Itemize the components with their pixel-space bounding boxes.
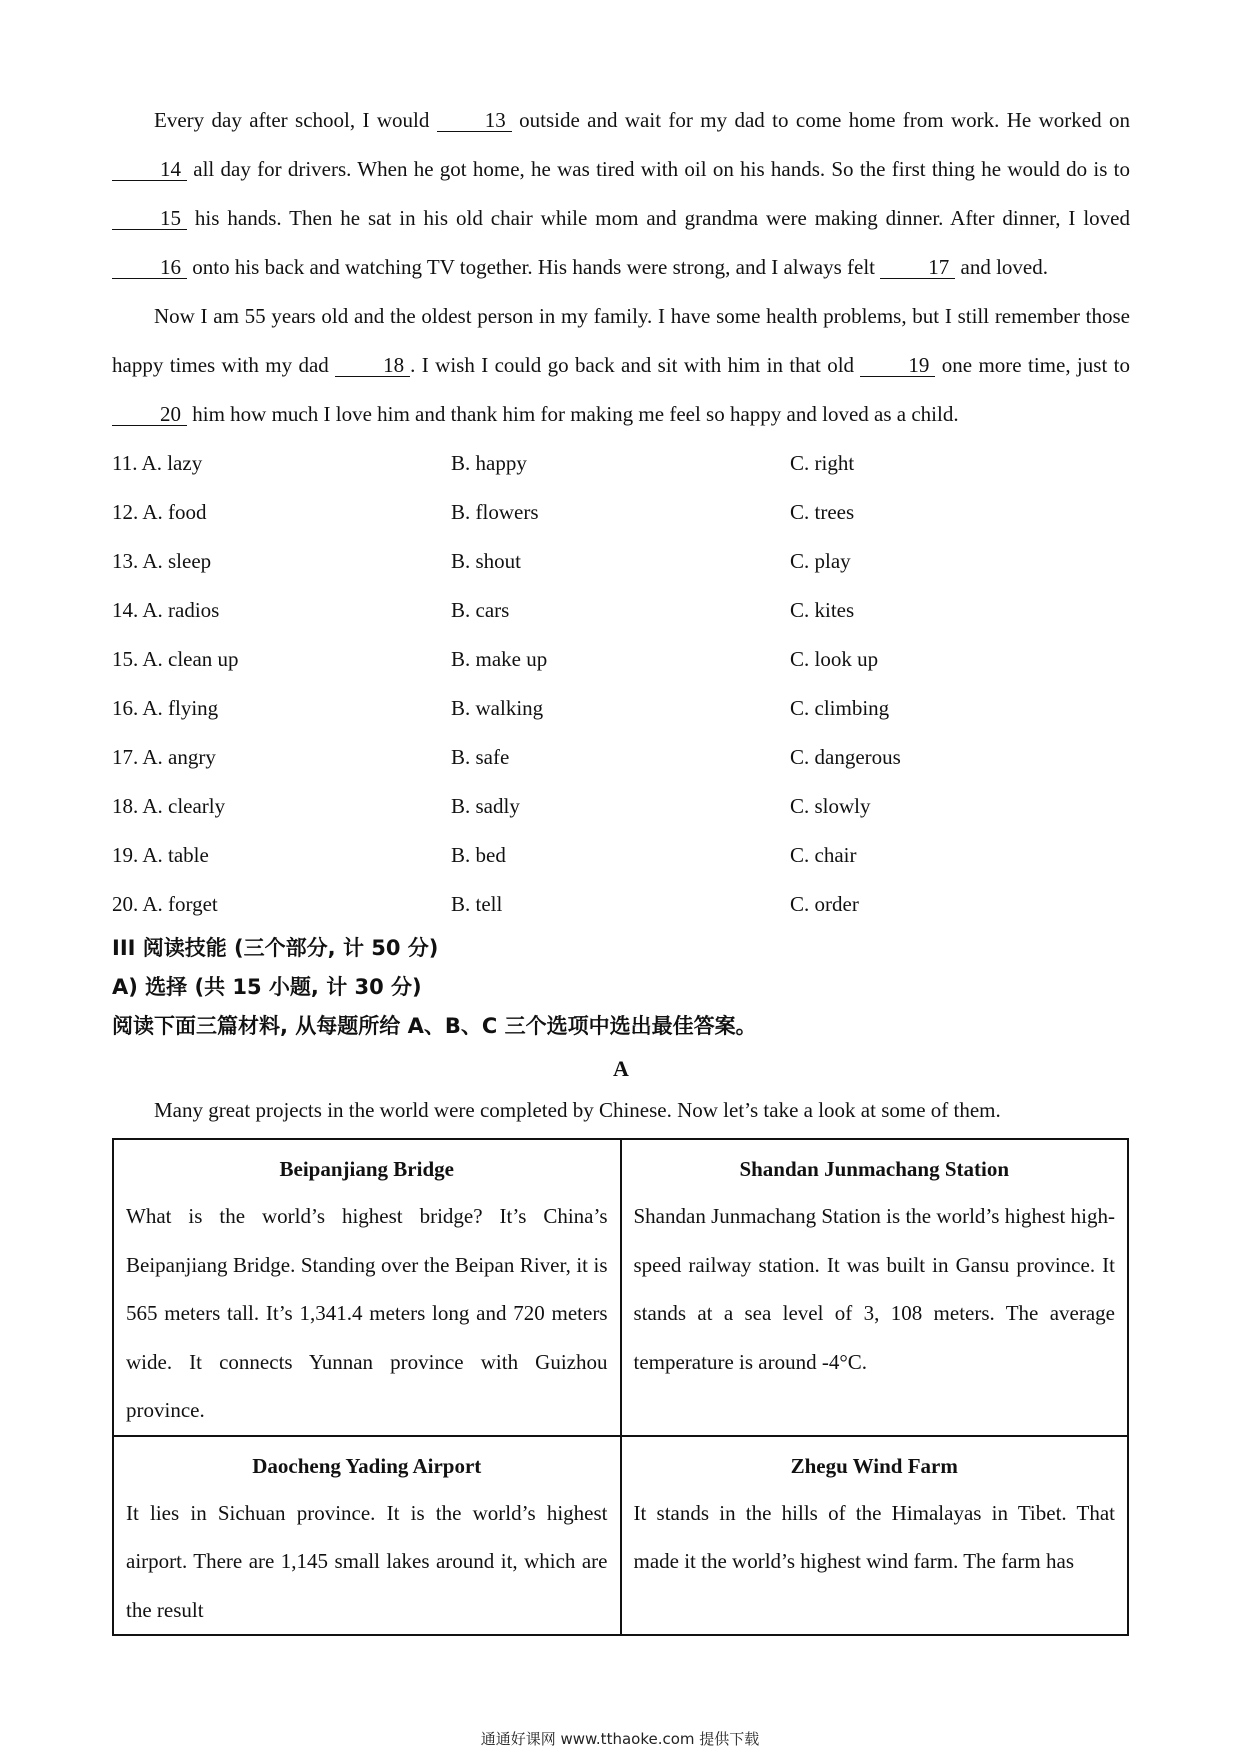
cell-body: Shandan Junmachang Station is the world’s highest high-speed railway station. It was built in Gansu province. It stands at a sea level of 3, 108 meters. The average temperature is around -4°C.	[633, 1204, 1115, 1374]
section-title: III 阅读技能 (三个部分, 计 50 分)	[112, 936, 439, 960]
option-row-17	[112, 733, 1130, 782]
cell-title: Beipanjiang Bridge	[279, 1157, 454, 1181]
option-c: C. dangerous	[790, 745, 901, 769]
option-row-16	[112, 684, 1130, 733]
option-c: C. slowly	[790, 794, 871, 818]
option-c: C. play	[790, 549, 851, 573]
option-b: B. tell	[451, 892, 503, 916]
option-c: C. trees	[790, 500, 855, 524]
blank-20: 20	[112, 403, 187, 426]
option-c: C. climbing	[790, 696, 890, 720]
option-row-18	[112, 782, 1130, 831]
blank-18: 18	[335, 354, 410, 377]
option-row-12	[112, 488, 1130, 537]
passage-text: one more time, just to	[935, 353, 1130, 377]
blank-13: 13	[437, 109, 512, 132]
blank-14: 14	[112, 158, 187, 181]
passage-text: him how much I love him and thank him for making me feel so happy and loved as a child.	[187, 402, 959, 426]
passage-text: his hands. Then he sat in his old chair while mom and grandma were making dinner. After dinner, I loved	[187, 206, 1130, 230]
option-a: 12. A. food	[112, 500, 207, 524]
passage-text: outside and wait for my dad to come home from work. He worked on	[511, 108, 1130, 132]
cell-body: It stands in the hills of the Himalayas in Tibet. That made it the world’s highest wind farm. The farm has	[633, 1500, 1115, 1573]
option-a: 11. A. lazy	[112, 451, 203, 475]
option-b: B. shout	[451, 549, 522, 573]
option-row-19	[112, 831, 1130, 880]
cell-body: It lies in Sichuan province. It is the world’s highest airport. There are 1,145 small lakes around it, which are the result	[126, 1500, 608, 1622]
passage-text: . I wish I could go back and sit with him in that old	[410, 353, 861, 377]
option-b: B. happy	[451, 451, 527, 475]
blank-19: 19	[860, 354, 935, 377]
table-cell	[113, 1436, 621, 1636]
table-cell	[113, 1139, 621, 1436]
cell-title: Shandan Junmachang Station	[739, 1157, 1010, 1181]
projects-table	[112, 1138, 1129, 1636]
passage-text: and loved.	[955, 255, 1048, 279]
option-b: B. flowers	[451, 500, 539, 524]
option-c: C. look up	[790, 647, 879, 671]
passage-text: Every day after school, I would	[154, 108, 437, 132]
option-row-13	[112, 537, 1130, 586]
option-b: B. walking	[451, 696, 544, 720]
option-a: 13. A. sleep	[112, 549, 212, 573]
option-a: 15. A. clean up	[112, 647, 239, 671]
passage-paragraph-1	[112, 96, 1130, 292]
option-a: 16. A. flying	[112, 696, 219, 720]
option-b: B. make up	[451, 647, 548, 671]
passage-text: Now I am 55 years old and the oldest person in my family. I have some health problems, but I still remember those happy times with my dad	[112, 304, 1130, 377]
document-page	[112, 96, 1130, 1636]
passage-text: onto his back and watching TV together. His hands were strong, and I always felt	[187, 255, 881, 279]
passage-paragraph-2	[112, 292, 1130, 439]
table-row	[113, 1139, 1128, 1436]
passage-letter: A	[613, 1056, 629, 1081]
blank-16: 16	[112, 256, 187, 279]
section-subtitle: A) 选择 (共 15 小题, 计 30 分)	[112, 975, 422, 999]
cell-title: Zhegu Wind Farm	[790, 1453, 958, 1478]
table-cell	[621, 1139, 1129, 1436]
option-row-20	[112, 880, 1130, 929]
passage-text: all day for drivers. When he got home, he was tired with oil on his hands. So the first thing he would do is to	[187, 157, 1130, 181]
section-instruction: 阅读下面三篇材料, 从每题所给 A、B、C 三个选项中选出最佳答案。	[112, 1014, 757, 1038]
table-cell	[621, 1436, 1129, 1636]
option-c: C. right	[790, 451, 855, 475]
option-row-15	[112, 635, 1130, 684]
cell-title: Daocheng Yading Airport	[252, 1453, 482, 1478]
option-c: C. kites	[790, 598, 855, 622]
option-c: C. chair	[790, 843, 857, 867]
option-row-11	[112, 439, 1130, 488]
option-a: 19. A. table	[112, 843, 209, 867]
option-c: C. order	[790, 892, 859, 916]
option-b: B. safe	[451, 745, 510, 769]
option-a: 20. A. forget	[112, 892, 218, 916]
page-footer: 通通好课网 www.tthaoke.com 提供下载	[480, 1730, 760, 1748]
table-row	[113, 1436, 1128, 1636]
option-b: B. sadly	[451, 794, 520, 818]
option-a: 18. A. clearly	[112, 794, 226, 818]
option-row-14	[112, 586, 1130, 635]
option-a: 17. A. angry	[112, 745, 216, 769]
option-b: B. cars	[451, 598, 510, 622]
option-b: B. bed	[451, 843, 506, 867]
passage-intro: Many great projects in the world were completed by Chinese. Now let’s take a look at some of them.	[154, 1098, 1001, 1122]
blank-15: 15	[112, 207, 187, 230]
blank-17: 17	[880, 256, 955, 279]
options-list	[112, 439, 1130, 929]
cell-body: What is the world’s highest bridge? It’s China’s Beipanjiang Bridge. Standing over the Beipan River, it is 565 meters tall. It’s 1,341.4 meters long and 720 meters wide. It connects Yunnan province with Guizhou province.	[126, 1204, 608, 1422]
option-a: 14. A. radios	[112, 598, 220, 622]
